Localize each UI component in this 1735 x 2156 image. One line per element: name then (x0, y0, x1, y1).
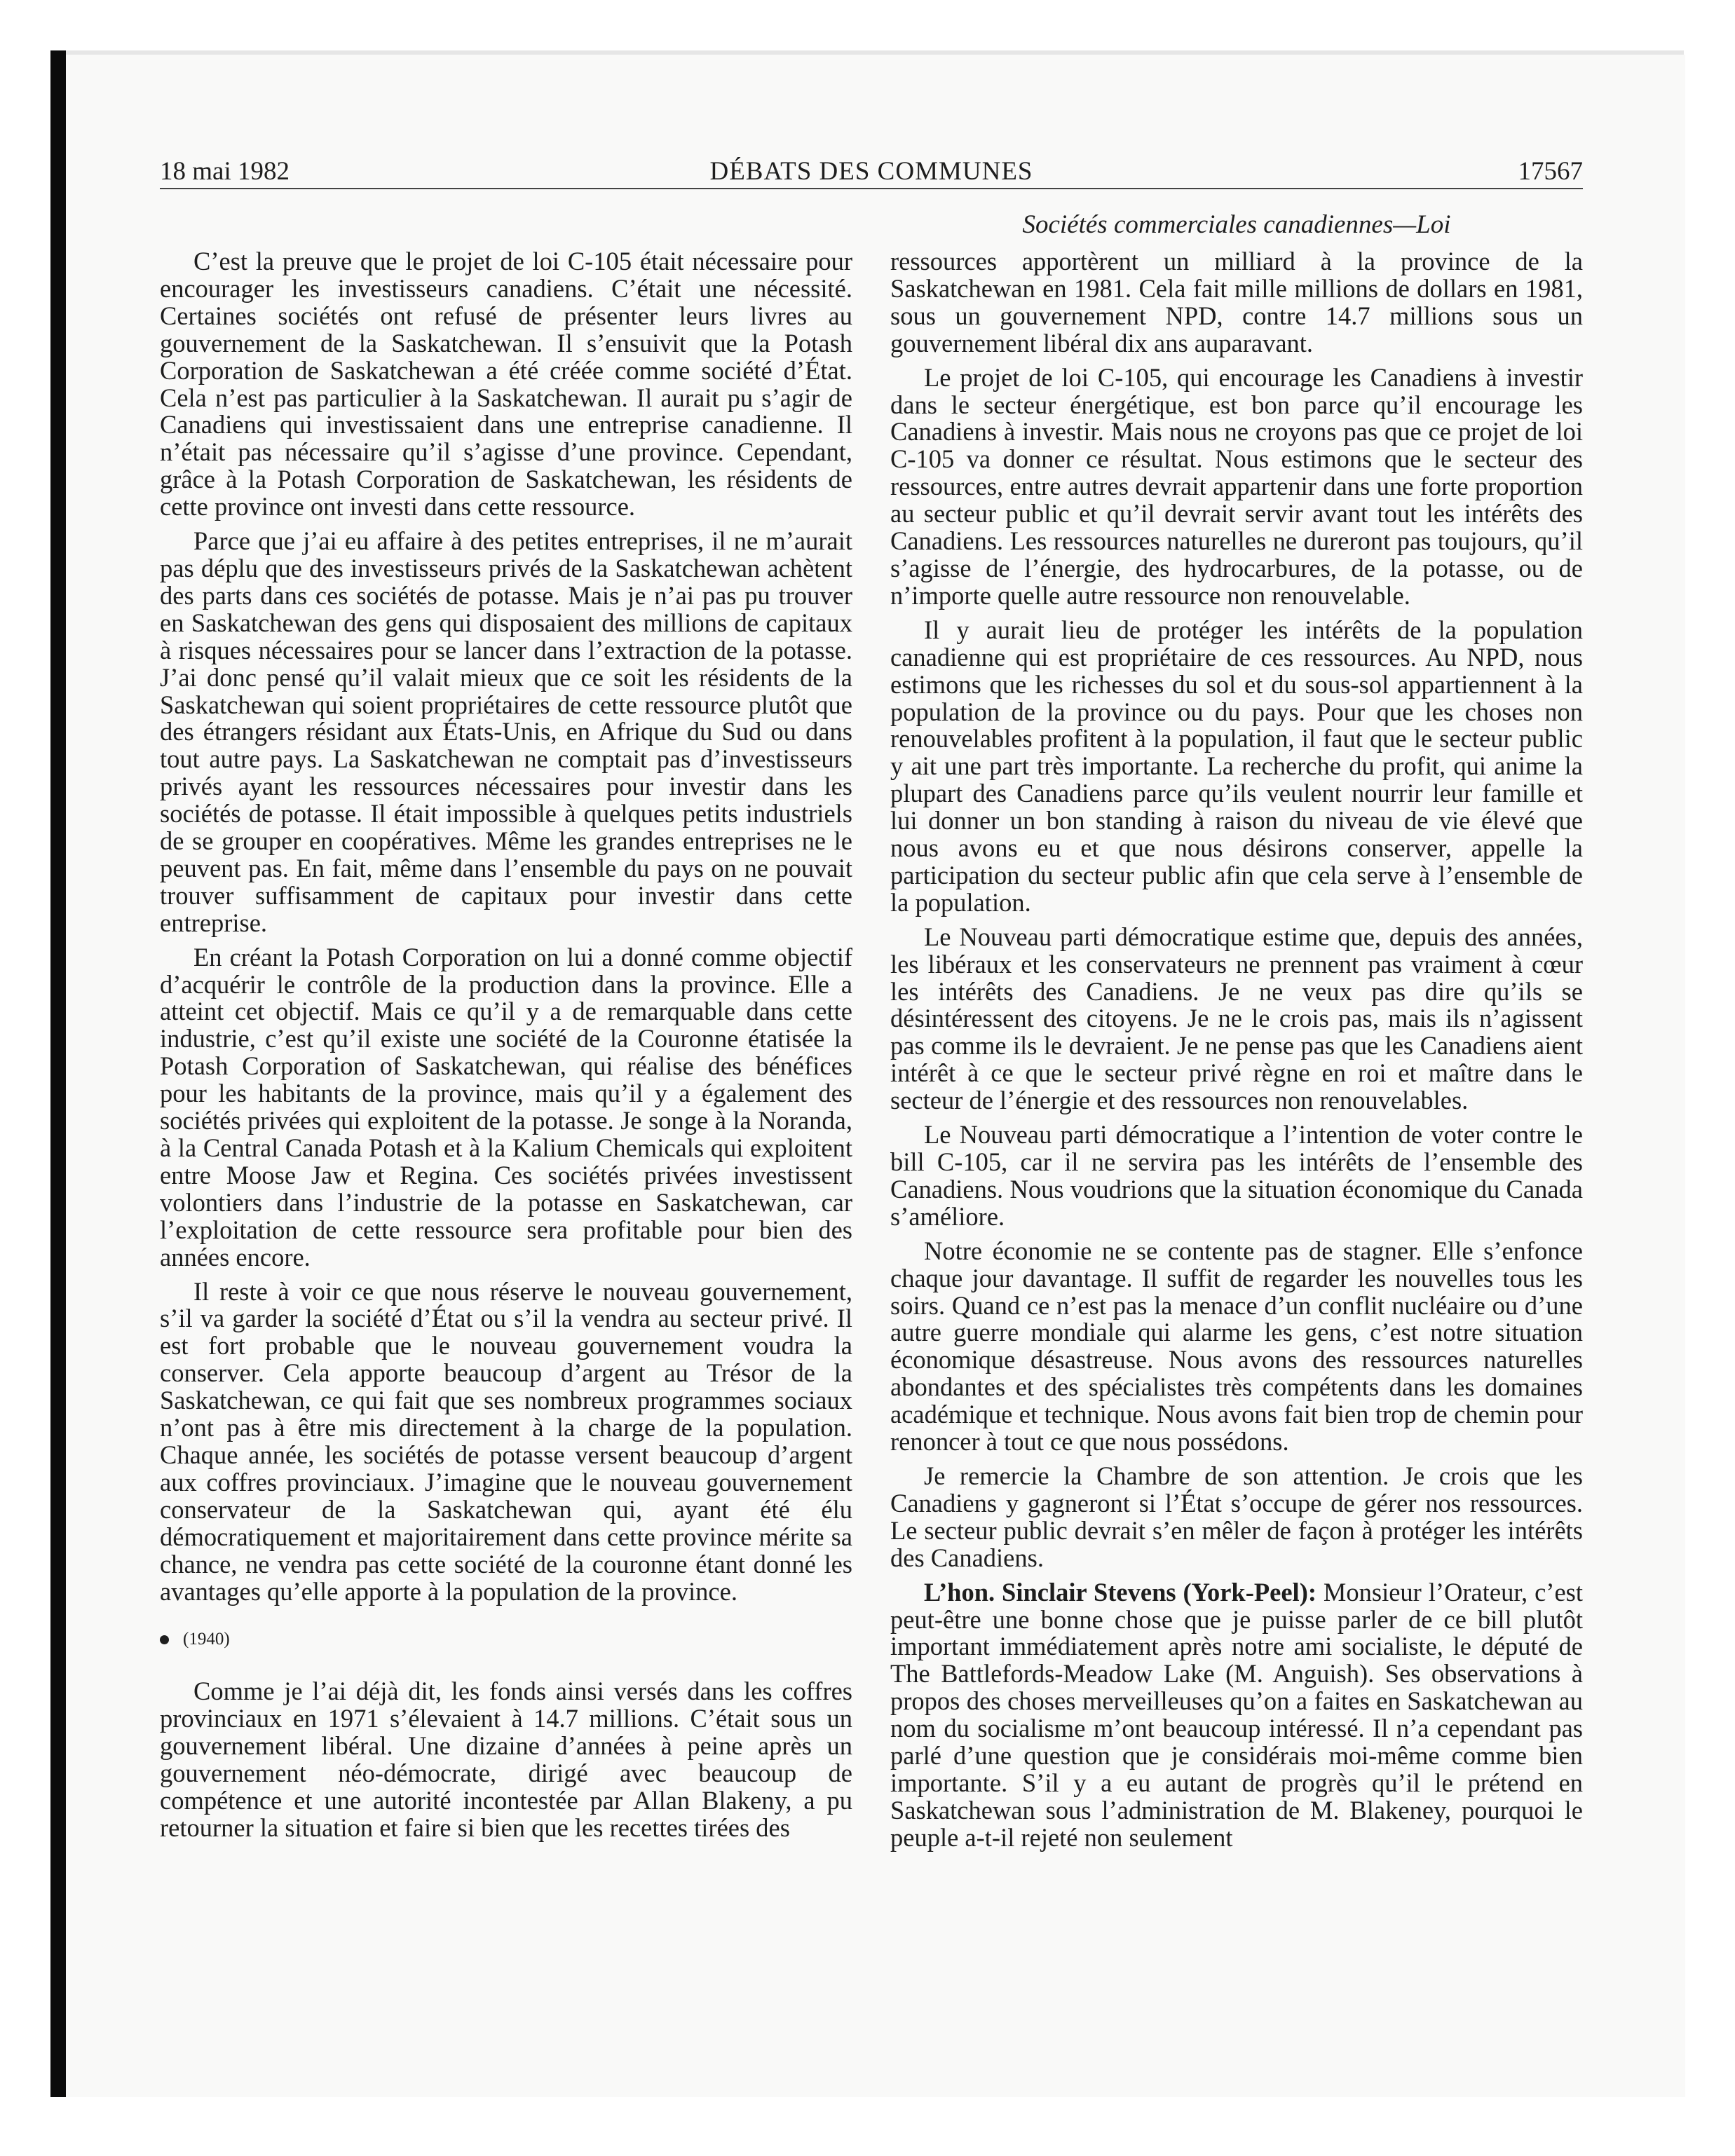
paragraph: C’est la preuve que le projet de loi C-105 était nécessaire pour encourager les investisseurs canadiens. C’était une nécessité. Certaines sociétés ont refusé de présenter leurs livres au gouvernement de la Saskatchewan. Il s’ensuivit que la Potash Corporation de Saskatchewan a été créée comme société d’État. Cela n’est pas particulier à la Saskatchewan. Il aurait pu s’agir de Canadiens qui investissaient dans une entreprise canadienne. Il n’était pas nécessaire qu’il s’agisse d’une province. Cependant, grâce à la Potash Corporation de Saskatchewan, les résidents de cette province ont investi dans cette ressource. (160, 247, 852, 521)
running-title: Sociétés commerciales canadiennes—Loi (1022, 210, 1451, 239)
paragraph: Le projet de loi C-105, qui encourage les Canadiens à investir dans le secteur énergétique, est bon parce qu’il encourage les Canadiens à investir. Mais nous ne croyons pas que ce projet de loi C-105 va donner ce résultat. Nous estimons que le secteur des ressources, entre autres devrait appartenir dans une forte proportion au secteur public et qu’il devrait servir avant tout les intérêts des Canadiens. Les ressources naturelles ne dureront pas toujours, qu’il s’agisse de l’énergie, des hydrocarbures, de la potasse, ou de n’importe quelle autre ressource non renouvelable. (890, 362, 1583, 610)
speech-paragraph (890, 1579, 1583, 1852)
paragraph-continuation: ressources apportèrent un milliard à la province de la Saskatchewan en 1981. Cela fait mille millions de dollars en 1981, sous un gouvernement NPD, contre 14.7 millions sous un gouvernement libéral dix ans auparavant. (890, 247, 1583, 357)
timestamp-marker (160, 1626, 852, 1653)
paragraph: Il y aurait lieu de protéger les intérêts de la population canadienne qui est propriétaire de ces ressources. Au NPD, nous estimons que les richesses du sol et du sous-sol appartiennent à la population de la province ou du pays. Pour que les choses non renouvelables profitent à la population, il faut que le secteur public y ait une part très importante. La recherche du profit, qui anime la plupart des Canadiens parce qu’ils veulent nourrir leur famille et lui donner un bon standing à raison du niveau de vie élevé que nous avons eu et que nous désirons conserver, appelle la participation du secteur public afin que cela serve à l’ensemble de la population. (890, 615, 1583, 917)
paragraph: Comme je l’ai déjà dit, les fonds ainsi versés dans les coffres provinciaux en 1971 s’élevaient à 14.7 millions. C’était sous un gouvernement libéral. Une dizaine d’années à peine après un gouvernement néo-démocrate, dirigé avec beaucoup de compétence et une autorité incontestée par Allan Blakeny, a pu retourner la situation et faire si bien que les recettes tirées des (160, 1677, 852, 1842)
paragraph: Il reste à voir ce que nous réserve le nouveau gouvernement, s’il va garder la société d’État ou s’il la vendra au secteur privé. Il est fort probable que le nouveau gouvernement voudra la conserver. Cela apporte beaucoup d’argent au Trésor de la Saskatchewan, ce qui fait que ses nombreux programmes sociaux n’ont pas à être mis directement à la charge de la population. Chaque année, les sociétés de potasse versent beaucoup d’argent aux coffres provinciaux. J’imagine que le nouveau gouvernement conservateur de la Saskatchewan qui, ayant été élu démocratiquement et majoritairement dans cette province mérite sa chance, ne vendra pas cette société de la couronne étant donné les avantages qu’elle apporte à la population de la province. (160, 1276, 852, 1606)
paragraph: Je remercie la Chambre de son attention. Je crois que les Canadiens y gagneront si l’État s’occupe de gérer nos ressources. Le secteur public devrait s’en mêler de façon à protéger les intérêts des Canadiens. (890, 1461, 1583, 1572)
bullet-icon (160, 1635, 169, 1644)
paragraph: Parce que j’ai eu affaire à des petites entreprises, il ne m’aurait pas déplu que des investisseurs privés de la Saskatchewan achètent des parts dans ces sociétés de potasse. Mais je n’ai pas pu trouver en Saskatchewan des gens qui disposaient des millions de capitaux à risques nécessaires pour se lancer dans l’extraction de la potasse. J’ai donc pensé qu’il valait mieux que ce soit les résidents de la Saskatchewan qui soient propriétaires de cette ressource plutôt que des étrangers résidant aux États-Unis, en Afrique du Sud ou dans tout autre pays. La Saskatchewan ne comptait pas d’investisseurs privés ayant les ressources nécessaires pour investir dans les sociétés de potasse. Il était impossible à quelques petits industriels de se grouper en coopératives. Même les grandes entreprises ne le peuvent pas. En fait, même dans l’ensemble du pays on ne pouvait trouver suffisamment de capitaux pour investir dans cette entreprise. (160, 526, 852, 937)
paragraph: Le Nouveau parti démocratique a l’intention de voter contre le bill C-105, car il ne servira pas les intérêts de l’ensemble des Canadiens. Nous voudrions que la situation économique du Canada s’améliore. (890, 1120, 1583, 1231)
paragraph: Le Nouveau parti démocratique estime que, depuis des années, les libéraux et les conservateurs ne prennent pas vraiment à cœur les intérêts des Canadiens. Je ne veux pas dire qu’ils se désintéressent des citoyens. Je ne le crois pas, mais ils n’agissent pas comme ils le devraient. Je ne pense pas que les Canadiens aient intérêt à ce que le secteur privé règne en roi et maître dans le secteur de l’énergie et des ressources non renouvelables. (890, 922, 1583, 1115)
header-page-number: 17567 (1518, 157, 1583, 186)
page-header (160, 156, 1583, 188)
right-column (890, 248, 1583, 1859)
speaker-name: L’hon. Sinclair Stevens (York-Peel): (924, 1577, 1317, 1606)
header-rule (160, 188, 1583, 189)
left-column (160, 248, 852, 1849)
header-date: 18 mai 1982 (160, 157, 290, 186)
paragraph: Notre économie ne se contente pas de stagner. Elle s’enfonce chaque jour davantage. Il suffit de regarder les nouvelles tous les soirs. Quand ce n’est pas la menace d’un conflit nucléaire ou d’une autre guerre mondiale qui alarme les gens, c’est notre situation économique désastreuse. Nous avons des ressources naturelles abondantes et des spécialistes très compétents dans les domaines académique et technique. Nous avons fait bien trop de chemin pour renoncer à tout ce que nous possédons. (890, 1236, 1583, 1456)
header-journal-title: DÉBATS DES COMMUNES (709, 157, 1033, 186)
scan-border-left (50, 50, 66, 2097)
speech-text: Monsieur l’Orateur, c’est peut-être une bonne chose que je puisse parler de ce bill plutôt important immédiatement après notre ami socialiste, le député de The Battlefords-Meadow Lake (M. Anguish). Ses observations à propos des choses merveilleuses qu’on a faites en Saskatchewan au nom du socialisme m’ont beaucoup intéressé. Il n’a cependant pas parlé d’une question que je considérais moi-même comme bien importante. S’il y a eu autant de progrès qu’il le prétend en Saskatchewan sous l’administration de M. Blakeney, pourquoi le peuple a-t-il rejeté non seulement (890, 1577, 1583, 1852)
timestamp-text: (1940) (183, 1630, 230, 1649)
paragraph: En créant la Potash Corporation on lui a donné comme objectif d’acquérir le contrôle de la production dans la province. Elle a atteint cet objectif. Mais ce qu’il y a de remarquable dans cette industrie, c’est qu’il existe une société de la Couronne étatisée la Potash Corporation of Saskatchewan, qui réalise des bénéfices pour les habitants de la province, mais qu’il y a également des sociétés privées qui exploitent de la potasse. Je songe à la Noranda, à la Central Canada Potash et à la Kalium Chemicals qui exploitent entre Moose Jaw et Regina. Ces sociétés privées investissent volontiers dans l’industrie de la potasse en Saskatchewan, car l’exploitation de cette ressource sera profitable pour bien des années encore. (160, 942, 852, 1271)
